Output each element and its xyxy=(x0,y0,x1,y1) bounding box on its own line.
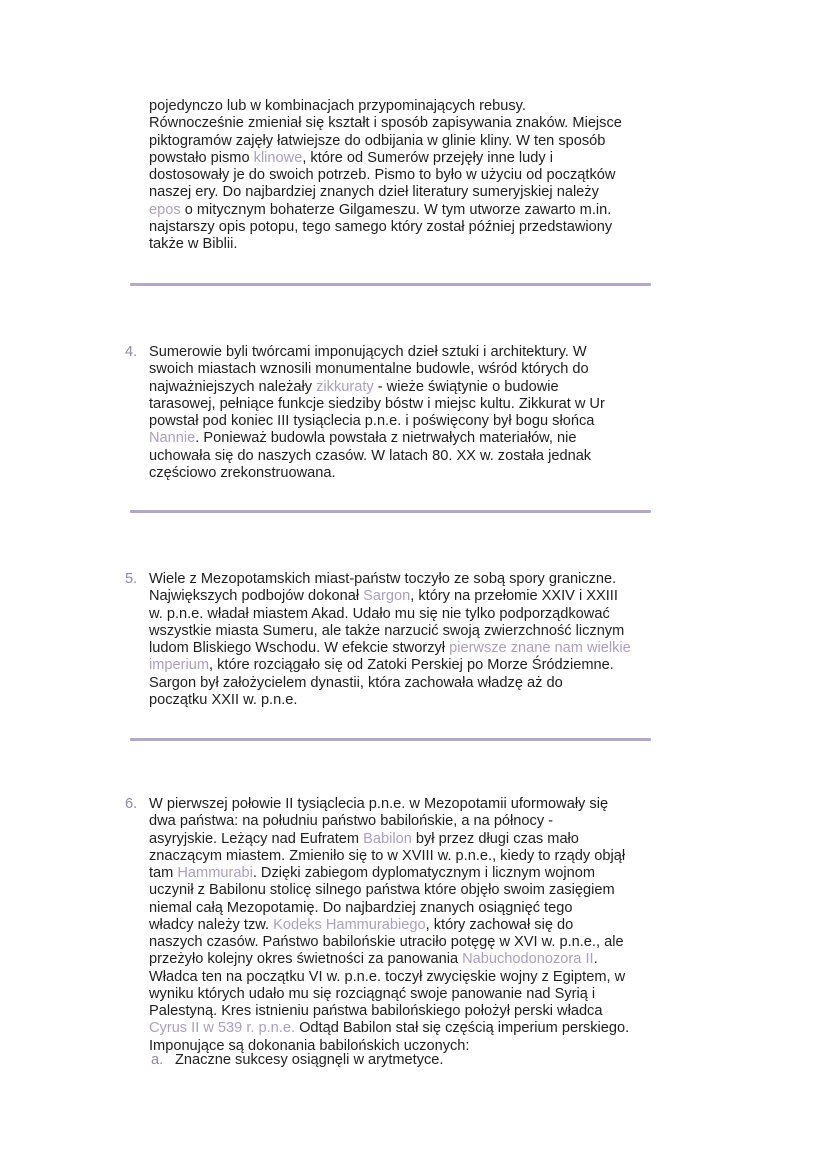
highlighted-term: imperium xyxy=(149,657,210,674)
text-line xyxy=(149,98,622,115)
text-segment: uchowała się do naszych czasów. W latach 80. XX w. została jednak xyxy=(149,447,592,464)
divider xyxy=(130,738,651,741)
sub-list-text: Znaczne sukcesy osiągnęli w arytmetyce. xyxy=(175,1052,444,1068)
text-line xyxy=(149,571,631,588)
text-line xyxy=(149,692,631,709)
highlighted-term: pierwsze znane nam wielkie xyxy=(449,640,631,656)
text-segment: przeżyło kolejny okres świetności za panowania xyxy=(149,951,463,968)
text-segment: Władca ten na początku VI w. p.n.e. toczył zwycięskie wojny z Egiptem, w xyxy=(149,968,626,985)
text-line xyxy=(149,361,605,378)
text-line xyxy=(149,115,622,132)
text-segment: także w Biblii. xyxy=(149,236,238,252)
list-number: 6. xyxy=(125,796,138,812)
sub-list-marker: a. xyxy=(151,1052,164,1068)
text-segment: wszystkie miasta Sumeru, ale także narzucić swoją zwierzchność licznym xyxy=(149,622,625,639)
highlighted-term: Nannie xyxy=(149,430,196,447)
text-segment: W pierwszej połowie II tysiąclecia p.n.e. w Mezopotamii uformowały się xyxy=(149,796,609,812)
text-segment: , które rozciągało się od Zatoki Perskiej po Morze Śródziemne. xyxy=(209,657,614,674)
text-line xyxy=(149,184,622,201)
highlighted-term: epos xyxy=(149,201,181,218)
text-line xyxy=(149,202,622,219)
text-segment: . xyxy=(593,951,598,968)
text-line xyxy=(149,133,622,150)
text-segment: Sargon był założycielem dynastii, która zachowała władzę aż do xyxy=(149,674,563,691)
highlighted-term: Nabuchodonozora II xyxy=(462,951,594,968)
list-number: 5. xyxy=(125,571,138,587)
text-segment: najstarszy opis potopu, tego samego który został później przedstawiony xyxy=(149,218,613,235)
text-line xyxy=(149,150,622,167)
sub-list-item-a xyxy=(151,1052,444,1069)
text-segment: uczynił z Babilonu stolicę silnego państwa które objęło swoim zasięgiem xyxy=(149,882,615,899)
text-line xyxy=(149,813,629,830)
text-line xyxy=(149,413,605,430)
text-segment: naszej ery. Do najbardziej znanych dzieł literatury sumeryjskiej należy xyxy=(149,184,599,201)
text-segment: częściowo zrekonstruowana. xyxy=(149,464,336,481)
text-line xyxy=(149,344,605,361)
list-number: 4. xyxy=(125,344,138,360)
text-line xyxy=(149,882,629,899)
text-segment: Sumerowie byli twórcami imponujących dzieł sztuki i architektury. W xyxy=(149,344,587,360)
text-line xyxy=(149,219,622,236)
text-segment: naszych czasów. Państwo babilońskie utraciło potęgę w XVI w. p.n.e., ale xyxy=(149,934,624,950)
text-segment: Palestyną. Kres istnieniu państwa babilońskiego położył perski władca xyxy=(149,1003,603,1019)
text-segment: wyniku których udało mu się rozciągnąć swoje panowanie nad Syrią i xyxy=(149,985,596,1002)
text-segment: ludom Bliskiego Wschodu. W efekcie stworzył xyxy=(149,640,450,656)
text-segment: był przez długi czas mało xyxy=(411,830,579,847)
text-line xyxy=(149,430,605,447)
text-line xyxy=(149,396,605,413)
text-segment: Największych podbojów dokonał xyxy=(149,588,364,605)
text-line xyxy=(149,448,605,465)
highlighted-term: Kodeks Hammurabiego xyxy=(273,916,426,933)
divider xyxy=(130,510,651,513)
paragraph-writing-continuation xyxy=(149,98,622,253)
text-line xyxy=(149,1003,629,1020)
text-line xyxy=(149,640,631,657)
text-segment: w. p.n.e. władał miastem Akad. Udało mu się nie tylko podporządkować xyxy=(149,605,610,622)
text-line xyxy=(149,796,629,813)
text-line xyxy=(149,1020,629,1037)
text-line xyxy=(149,623,631,640)
divider xyxy=(130,283,651,286)
text-segment: tarasowej, pełniące funkcje siedziby bóstw i miejsc kultu. Zikkurat w Ur xyxy=(149,395,605,412)
text-segment: powstało pismo xyxy=(149,149,254,166)
text-segment: tam xyxy=(149,865,178,881)
text-line xyxy=(149,831,629,848)
text-segment: dwa państwa: na południu państwo babilońskie, a na północy - xyxy=(149,813,554,830)
text-segment: pojedynczo lub w kombinacjach przypominających rebusy. xyxy=(149,98,526,114)
text-line xyxy=(149,675,631,692)
text-line xyxy=(149,465,605,482)
text-line xyxy=(149,236,622,253)
text-segment: , który na przełomie XXIV i XXIII xyxy=(410,588,618,605)
text-line xyxy=(149,606,631,623)
text-segment: Odtąd Babilon stał się częścią imperium perskiego. xyxy=(295,1020,630,1037)
text-segment: o mitycznym bohaterze Gilgameszu. W tym utworze zawarto m.in. xyxy=(180,201,612,218)
text-segment: , które od Sumerów przejęły inne ludy i xyxy=(302,149,553,166)
text-line xyxy=(149,657,631,674)
text-segment: Imponujące są dokonania babilońskich uczonych: xyxy=(149,1037,470,1054)
highlighted-term: klinowe xyxy=(253,149,303,166)
highlighted-term: Babilon xyxy=(363,830,412,847)
text-segment: swoich miastach wznosili monumentalne budowle, wśród których do xyxy=(149,361,589,378)
text-segment: najważniejszych należały xyxy=(149,378,317,395)
list-item-4-sumerian-architecture xyxy=(125,344,605,482)
text-line xyxy=(149,951,629,968)
text-segment: , który zachował się do xyxy=(425,916,574,933)
text-line xyxy=(149,917,629,934)
text-segment: . Dzięki zabiegom dyplomatycznym i licznym wojnom xyxy=(252,865,596,881)
highlighted-term: zikkuraty xyxy=(316,378,374,395)
text-line xyxy=(149,900,629,917)
text-segment: asyryjskie. Leżący nad Eufratem xyxy=(149,830,364,847)
text-line xyxy=(149,986,629,1003)
text-segment: Wiele z Mezopotamskich miast-państw toczyło ze sobą spory graniczne. xyxy=(149,571,617,587)
list-item-6-babylon xyxy=(125,796,630,1055)
text-line xyxy=(149,588,631,605)
text-segment: znaczącym miastem. Zmieniło się to w XVIII w. p.n.e., kiedy to rządy objął xyxy=(149,847,626,864)
text-line xyxy=(149,969,629,986)
text-line xyxy=(149,934,629,951)
text-segment: powstał pod koniec III tysiąclecia p.n.e. i poświęcony był bogu słońca xyxy=(149,413,595,429)
highlighted-term: Cyrus II w 539 r. p.n.e. xyxy=(149,1020,296,1037)
text-segment: władcy należy tzw. xyxy=(149,916,274,933)
text-line xyxy=(149,848,629,865)
text-line xyxy=(149,865,629,882)
text-line xyxy=(149,379,605,396)
text-segment: początku XXII w. p.n.e. xyxy=(149,691,298,708)
text-segment: dostosowały je do swoich potrzeb. Pismo to było w użyciu od początków xyxy=(149,167,616,183)
highlighted-term: Hammurabi xyxy=(177,865,253,881)
text-segment: - wieże świątynie o budowie xyxy=(373,378,559,395)
text-segment: . Ponieważ budowla powstała z nietrwałych materiałów, nie xyxy=(195,430,577,447)
list-item-5-sargon xyxy=(125,571,631,709)
text-segment: Równocześnie zmieniał się kształt i sposób zapisywania znaków. Miejsce xyxy=(149,115,622,132)
text-segment: niemal całą Mezopotamię. Do najbardziej znanych osiągnięć tego xyxy=(149,899,573,916)
highlighted-term: Sargon xyxy=(363,588,411,605)
text-line xyxy=(149,167,622,184)
text-segment: piktogramów zajęły łatwiejsze do odbijania w glinie kliny. W ten sposób xyxy=(149,132,606,149)
